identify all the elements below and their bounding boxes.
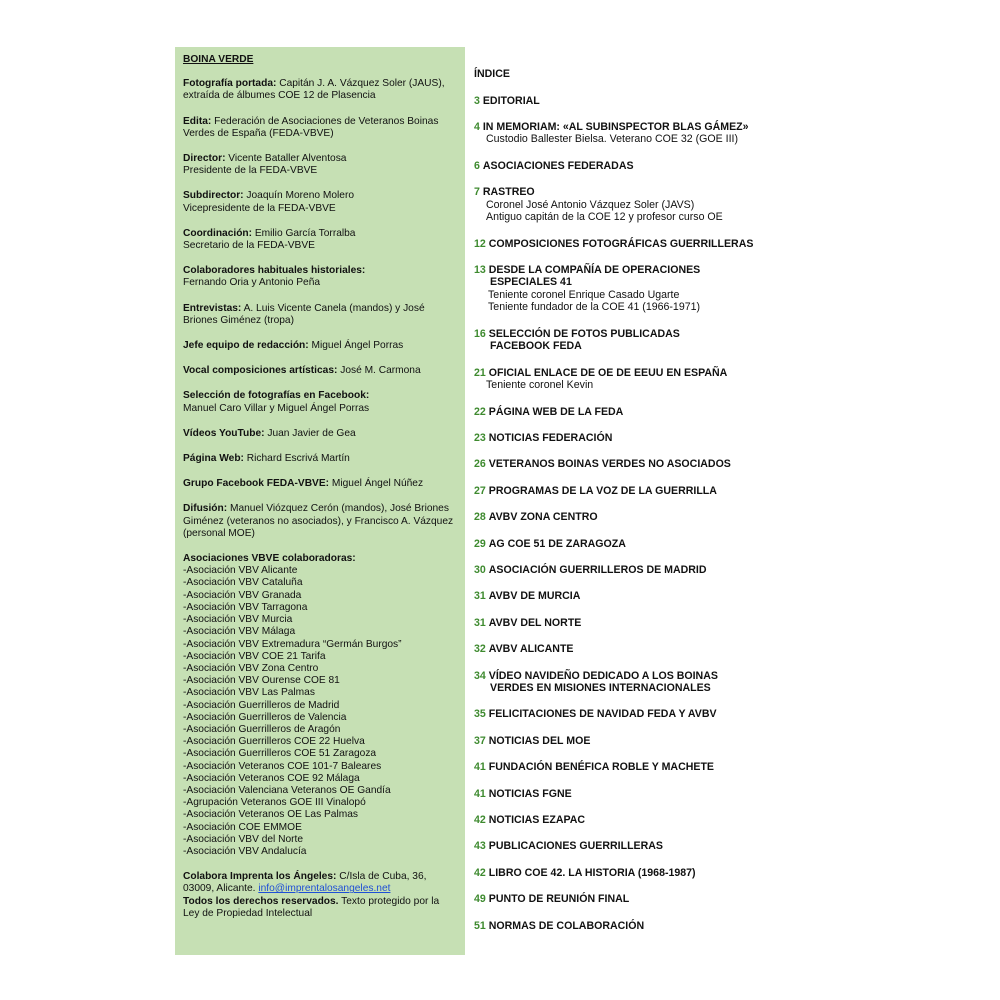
index-entry-title: PUBLICACIONES GUERRILLERAS [488, 840, 663, 853]
index-page-number: 4 [474, 120, 480, 133]
index-page-number: 41 [474, 787, 486, 800]
index-entry [474, 406, 804, 419]
index-entry-title: NOTICIAS FGNE [488, 787, 572, 800]
association-item: -Asociación VBV del Norte [183, 833, 304, 845]
index-entry [474, 564, 804, 577]
association-item: -Asociación VBV Andalucía [183, 845, 307, 857]
credit-text: Vicente Bataller Alventosa [225, 153, 347, 165]
index-entry-title: FUNDACIÓN BENÉFICA ROBLE Y MACHETE [488, 761, 714, 774]
index-entry [474, 328, 804, 353]
index-entry-title: PUNTO DE REUNIÓN FINAL [488, 893, 630, 906]
index-entry [474, 238, 804, 251]
credit-text: Capitán J. A. Vázquez Soler (JAUS), extraída de álbumes COE 12 de Plasencia [183, 78, 445, 102]
printer-block [183, 871, 457, 920]
credit-line2: Secretario de la FEDA-VBVE [183, 240, 315, 252]
credit-block [183, 116, 457, 140]
index-entry-title-cont: ESPECIALES 41 [490, 276, 572, 289]
index-entry [474, 485, 804, 498]
credit-block [183, 153, 457, 177]
index-entry [474, 670, 804, 695]
index-page-number: 13 [474, 263, 486, 276]
index-page-number: 51 [474, 919, 486, 932]
credit-text: Joaquín Moreno Molero [243, 190, 355, 202]
index-entry-subtitle: Teniente fundador de la COE 41 (1966-1971) [488, 301, 701, 314]
index-entry [474, 367, 804, 392]
association-item: -Asociación VBV Extremadura “Germán Burgos” [183, 638, 402, 650]
credit-line2: Presidente de la FEDA-VBVE [183, 165, 318, 177]
index-entry [474, 95, 804, 108]
credit-text: Richard Escrivá Martín [243, 453, 350, 465]
index-entry-subtitle: Teniente coronel Kevin [486, 379, 594, 392]
index-entry [474, 590, 804, 603]
association-item: -Asociación VBV COE 21 Tarifa [183, 650, 326, 662]
index-entry [474, 432, 804, 445]
index-entry [474, 160, 804, 173]
associations-list [183, 565, 457, 858]
credit-text: Miguel Ángel Núñez [329, 478, 424, 490]
index-page-number: 37 [474, 734, 486, 747]
credit-block [183, 365, 457, 377]
association-item: -Asociación VBV Cataluña [183, 577, 303, 589]
index-entry-title: DESDE LA COMPAÑÍA DE OPERACIONES [488, 263, 701, 276]
association-item: -Asociación VBV Las Palmas [183, 687, 315, 699]
credit-text: Juan Javier de Gea [264, 427, 356, 439]
association-item: -Asociación VBV Granada [183, 589, 302, 601]
index-page-number: 43 [474, 840, 486, 853]
credit-label: Difusión: [183, 503, 228, 515]
index-page-number: 12 [474, 237, 486, 250]
index-entry-subtitle: Custodio Ballester Bielsa. Veterano COE 32 (GOE III) [486, 133, 739, 146]
index-entry-subtitle: Teniente coronel Enrique Casado Ugarte [488, 288, 680, 301]
credit-line2: Vicepresidente de la FEDA-VBVE [183, 202, 336, 214]
index-page-number: 31 [474, 590, 486, 603]
index-entry-title: OFICIAL ENLACE DE OE DE EEUU EN ESPAÑA [488, 366, 728, 379]
index-page-number: 27 [474, 484, 486, 497]
index-entry-subtitle: Antiguo capitán de la COE 12 y profesor curso OE [486, 211, 723, 224]
credit-text: Miguel Ángel Porras [308, 340, 404, 352]
index-entry-title-cont: FACEBOOK FEDA [490, 340, 582, 353]
index-page-number: 3 [474, 94, 480, 107]
index-title: ÍNDICE [474, 68, 510, 80]
printer-email-link[interactable]: info@imprentalosangeles.net [258, 883, 391, 895]
credit-block [183, 478, 457, 490]
index-page-number: 22 [474, 405, 486, 418]
association-item: -Asociación VBV Ourense COE 81 [183, 675, 340, 687]
index-entry-title: NOTICIAS EZAPAC [488, 813, 586, 826]
index-page-number: 34 [474, 669, 486, 682]
association-item: -Agrupación Veteranos GOE III Vinalopó [183, 797, 366, 809]
printer-label: Colabora Imprenta los Ángeles: [183, 871, 337, 883]
credit-label: Selección de fotografías en Facebook: [183, 390, 370, 402]
index-entry [474, 643, 804, 656]
index-page-number: 16 [474, 327, 486, 340]
credit-block [183, 265, 457, 289]
index-entry [474, 840, 804, 853]
index-page-number: 41 [474, 761, 486, 774]
index-entry-title: AVBV DEL NORTE [488, 616, 582, 629]
index-entry-title: LIBRO COE 42. LA HISTORIA (1968-1987) [488, 866, 696, 879]
index-entry-title: SELECCIÓN DE FOTOS PUBLICADAS [488, 327, 680, 340]
printer-text: C/Isla de Cuba, 36, 03009, Alicante. [183, 871, 427, 895]
index-entry-title: AVBV DE MURCIA [488, 590, 581, 603]
credit-label: Edita: [183, 115, 212, 127]
index-page-number: 7 [474, 186, 480, 199]
credit-block [183, 228, 457, 252]
index-entry-title: VÍDEO NAVIDEÑO DEDICADO A LOS BOINAS [488, 669, 718, 682]
association-item: -Asociación Veteranos COE 92 Málaga [183, 772, 360, 784]
credit-block [183, 340, 457, 352]
association-item: -Asociación COE EMMOE [183, 821, 302, 833]
table-of-contents [474, 68, 804, 946]
index-entry-title: COMPOSICIONES FOTOGRÁFICAS GUERRILLERAS [488, 237, 754, 250]
index-page-number: 23 [474, 432, 486, 445]
association-item: -Asociación Veteranos OE Las Palmas [183, 809, 358, 821]
credit-label: Colaboradores habituales historiales: [183, 265, 366, 277]
index-entry-subtitle: Coronel José Antonio Vázquez Soler (JAVS) [486, 198, 695, 211]
index-entry [474, 735, 804, 748]
index-entry-title: FELICITACIONES DE NAVIDAD FEDA Y AVBV [488, 708, 717, 721]
credit-label: Página Web: [183, 453, 244, 465]
credit-label: Vocal composiciones artísticas: [183, 365, 338, 377]
credit-label: Jefe equipo de redacción: [183, 340, 309, 352]
credit-block [183, 190, 457, 214]
credit-block [183, 78, 457, 102]
index-entry-title: NOTICIAS FEDERACIÓN [488, 432, 613, 445]
index-entry-title: PÁGINA WEB DE LA FEDA [488, 405, 624, 418]
credit-label: Subdirector: [183, 190, 244, 202]
associations-block [183, 553, 457, 858]
association-item: -Asociación Valenciana Veteranos OE Gandía [183, 784, 391, 796]
credits-panel [175, 47, 465, 955]
credit-text: Federación de Asociaciones de Veteranos Boinas Verdes de España (FEDA-VBVE) [183, 115, 439, 139]
index-entry [474, 264, 804, 314]
index-page-number: 35 [474, 708, 486, 721]
index-page-number: 31 [474, 616, 486, 629]
index-entry [474, 708, 804, 721]
credit-line2: Manuel Caro Villar y Miguel Ángel Porras [183, 402, 370, 414]
index-entries [474, 95, 804, 933]
credit-text: Manuel Viózquez Cerón (mandos), José Briones Giménez (veteranos no asociados), y Francisco A. Vázquez (personal MOE) [183, 503, 454, 539]
index-entry [474, 788, 804, 801]
association-item: -Asociación VBV Zona Centro [183, 662, 319, 674]
index-entry [474, 920, 804, 933]
index-entry-title: NOTICIAS DEL MOE [488, 734, 591, 747]
index-entry-title: EDITORIAL [482, 94, 540, 107]
index-entry-title: AVBV ALICANTE [488, 643, 574, 656]
credit-line2: Fernando Oria y Antonio Peña [183, 277, 321, 289]
association-item: -Asociación Veteranos COE 101-7 Baleares [183, 760, 382, 772]
index-page-number: 21 [474, 366, 486, 379]
index-entry-title-cont: VERDES EN MISIONES INTERNACIONALES [490, 682, 711, 695]
credit-blocks [183, 78, 457, 540]
index-entry-title: ASOCIACIONES FEDERADAS [482, 159, 634, 172]
index-page-number: 28 [474, 511, 486, 524]
index-page-number: 42 [474, 813, 486, 826]
credit-label: Fotografía portada: [183, 78, 277, 90]
association-item: -Asociación Guerrilleros de Valencia [183, 711, 347, 723]
index-entry [474, 458, 804, 471]
association-item: -Asociación Guerrilleros de Aragón [183, 723, 341, 735]
credit-text: Emilio García Torralba [252, 227, 356, 239]
index-entry [474, 617, 804, 630]
index-entry [474, 867, 804, 880]
credit-label: Entrevistas: [183, 302, 242, 314]
rights-label: Todos los derechos reservados. [183, 895, 339, 907]
index-entry-title: IN MEMORIAM: «AL SUBINSPECTOR BLAS GÁMEZ» [482, 120, 749, 133]
index-entry-title: VETERANOS BOINAS VERDES NO ASOCIADOS [488, 458, 731, 471]
index-entry [474, 814, 804, 827]
credit-block [183, 390, 457, 414]
index-entry-title: PROGRAMAS DE LA VOZ DE LA GUERRILLA [488, 484, 717, 497]
index-entry [474, 511, 804, 524]
index-page-number: 42 [474, 866, 486, 879]
index-entry-title: AG COE 51 DE ZARAGOZA [488, 537, 626, 550]
index-entry [474, 761, 804, 774]
association-item: -Asociación VBV Tarragona [183, 601, 308, 613]
index-page-number: 26 [474, 458, 486, 471]
credit-block [183, 428, 457, 440]
credit-block [183, 303, 457, 327]
credit-label: Grupo Facebook FEDA-VBVE: [183, 478, 330, 490]
associations-label: Asociaciones VBVE colaboradoras: [183, 553, 356, 565]
index-entry-title: AVBV ZONA CENTRO [488, 511, 598, 524]
association-item: -Asociación Guerrilleros de Madrid [183, 699, 340, 711]
index-entry [474, 538, 804, 551]
index-page-number: 29 [474, 537, 486, 550]
association-item: -Asociación Guerrilleros COE 51 Zaragoza [183, 748, 377, 760]
index-entry [474, 121, 804, 146]
rights-text: Texto protegido por la Ley de Propiedad Intelectual [183, 895, 440, 919]
credit-text: José M. Carmona [337, 365, 421, 377]
credit-block [183, 503, 457, 540]
index-entry-title: RASTREO [482, 186, 535, 199]
index-entry-title: ASOCIACIÓN GUERRILLEROS DE MADRID [488, 563, 707, 576]
index-entry [474, 893, 804, 906]
credit-label: Coordinación: [183, 227, 253, 239]
credit-label: Director: [183, 153, 226, 165]
index-page-number: 30 [474, 563, 486, 576]
credit-label: Vídeos YouTube: [183, 427, 265, 439]
credits-heading: BOINA VERDE [183, 54, 254, 65]
association-item: -Asociación VBV Murcia [183, 614, 293, 626]
credit-text: A. Luis Vicente Canela (mandos) y José Briones Giménez (tropa) [183, 302, 425, 326]
index-entry [474, 186, 804, 224]
index-page-number: 32 [474, 643, 486, 656]
association-item: -Asociación VBV Málaga [183, 626, 296, 638]
index-entry-title: NORMAS DE COLABORACIÓN [488, 919, 645, 932]
index-page-number: 49 [474, 893, 486, 906]
association-item: -Asociación Guerrilleros COE 22 Huelva [183, 736, 365, 748]
association-item: -Asociación VBV Alicante [183, 565, 298, 577]
credit-block [183, 453, 457, 465]
index-page-number: 6 [474, 159, 480, 172]
